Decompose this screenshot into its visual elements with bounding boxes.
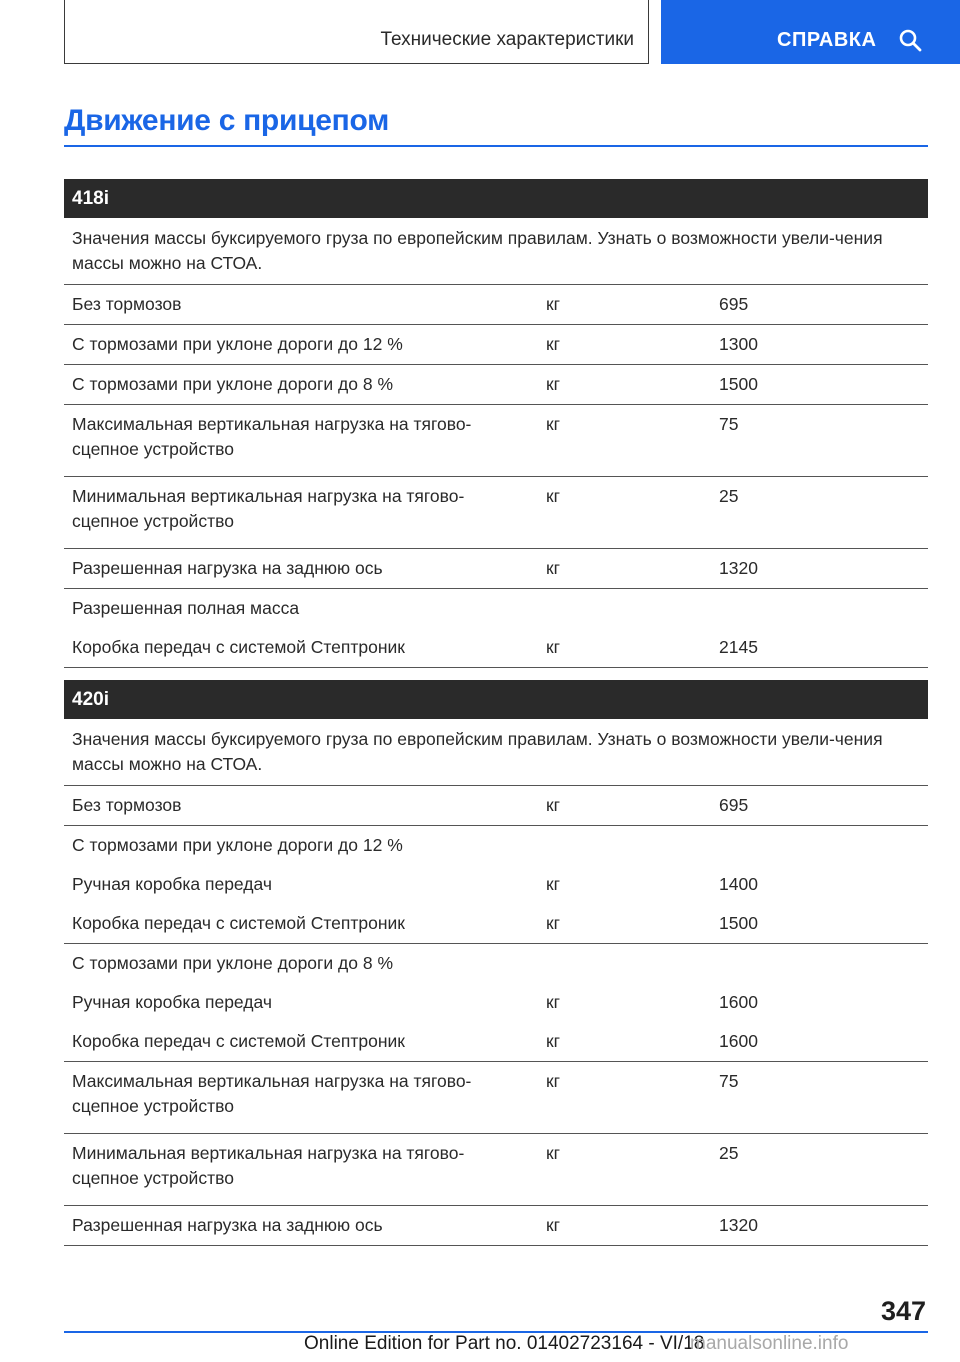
section-header: 420i: [64, 680, 928, 719]
row-value: 1600: [719, 992, 758, 1012]
row-label: Минимальная вертикальная нагрузка на тягово-сцепное устройство: [72, 486, 465, 531]
row-value: [712, 944, 928, 983]
row-label: Разрешенная полная масса: [72, 598, 300, 618]
row-unit: кг: [546, 795, 561, 815]
row-value: 1300: [719, 334, 758, 354]
table-row: [64, 1062, 928, 1134]
row-value: 695: [719, 294, 749, 314]
row-value: [712, 589, 928, 628]
row-label: Ручная коробка передач: [72, 992, 272, 1012]
row-value: 75: [719, 1071, 739, 1091]
page-title: Движение с прицепом: [64, 104, 389, 137]
table-row: [64, 325, 928, 365]
row-unit: кг: [546, 1215, 561, 1235]
table-row: [64, 477, 928, 549]
row-unit: кг: [546, 294, 561, 314]
page-number: 347: [880, 1296, 926, 1326]
table-row: [64, 628, 928, 668]
row-value: 1400: [719, 874, 758, 894]
row-label: Коробка передач с системой Стептроник: [72, 1031, 405, 1051]
edition-text: Online Edition for Part no. 01402723164 - VI/18: [304, 1333, 705, 1354]
row-unit: кг: [546, 874, 561, 894]
row-unit: кг: [546, 913, 561, 933]
row-label: С тормозами при уклоне дороги до 12 %: [72, 334, 403, 354]
row-value: 695: [719, 795, 749, 815]
row-unit: кг: [546, 992, 561, 1012]
row-unit: кг: [546, 414, 561, 434]
table-row: [64, 1206, 928, 1246]
row-label: Без тормозов: [72, 294, 182, 314]
row-label: Минимальная вертикальная нагрузка на тягово-сцепное устройство: [72, 1143, 465, 1188]
search-icon: [898, 28, 922, 52]
row-label: Максимальная вертикальная нагрузка на тягово-сцепное устройство: [72, 414, 472, 459]
table-row: [64, 1134, 928, 1206]
row-label: Максимальная вертикальная нагрузка на тягово-сцепное устройство: [72, 1071, 472, 1116]
table-row: [64, 786, 928, 826]
row-unit: кг: [546, 334, 561, 354]
row-value: 2145: [719, 637, 758, 657]
row-value: [712, 826, 928, 865]
title-divider: [64, 145, 928, 147]
row-unit: кг: [546, 637, 561, 657]
table-row: [64, 826, 928, 865]
row-label: С тормозами при уклоне дороги до 8 %: [72, 374, 394, 394]
spec-section-420i: [64, 680, 928, 1246]
table-row: [64, 589, 928, 628]
row-value: 75: [719, 414, 739, 434]
row-label: Ручная коробка передач: [72, 874, 272, 894]
row-value: 25: [719, 486, 739, 506]
row-unit: кг: [546, 486, 561, 506]
table-row: [64, 365, 928, 405]
row-unit: кг: [546, 374, 561, 394]
table-row: [64, 904, 928, 944]
table-row: [64, 865, 928, 904]
row-value: 1500: [719, 913, 758, 933]
row-unit: кг: [546, 1031, 561, 1051]
table-row: [64, 285, 928, 325]
row-label: Коробка передач с системой Стептроник: [72, 913, 405, 933]
section-note: Значения массы буксируемого груза по европейским правилам. Узнать о возможности увели-чения массы можно на СТОА.: [64, 218, 928, 285]
table-row: [64, 1022, 928, 1062]
row-label: Без тормозов: [72, 795, 182, 815]
table-row: [64, 549, 928, 589]
row-value: 1500: [719, 374, 758, 394]
row-unit: кг: [546, 558, 561, 578]
help-button-label: СПРАВКА: [777, 29, 877, 51]
section-note: Значения массы буксируемого груза по европейским правилам. Узнать о возможности увели-чения массы можно на СТОА.: [64, 719, 928, 786]
table-row: [64, 944, 928, 983]
row-value: 1320: [719, 1215, 758, 1235]
section-tab-label: Технические характеристики: [380, 29, 634, 50]
row-unit: [538, 944, 712, 983]
row-unit: [538, 589, 712, 628]
table-row: [64, 405, 928, 477]
section-tab[interactable]: [64, 0, 649, 64]
row-label: С тормозами при уклоне дороги до 12 %: [72, 835, 403, 855]
help-button[interactable]: [661, 0, 960, 64]
row-label: Коробка передач с системой Стептроник: [72, 637, 405, 657]
row-value: 1600: [719, 1031, 758, 1051]
watermark-text: manualsonline.info: [690, 1333, 849, 1354]
row-label: С тормозами при уклоне дороги до 8 %: [72, 953, 394, 973]
spec-section-418i: [64, 179, 928, 668]
row-value: 1320: [719, 558, 758, 578]
row-value: 25: [719, 1143, 739, 1163]
section-header: 418i: [64, 179, 928, 218]
row-unit: [538, 826, 712, 865]
row-unit: кг: [546, 1143, 561, 1163]
row-unit: кг: [546, 1071, 561, 1091]
row-label: Разрешенная нагрузка на заднюю ось: [72, 1215, 383, 1235]
table-row: [64, 983, 928, 1022]
row-label: Разрешенная нагрузка на заднюю ось: [72, 558, 383, 578]
